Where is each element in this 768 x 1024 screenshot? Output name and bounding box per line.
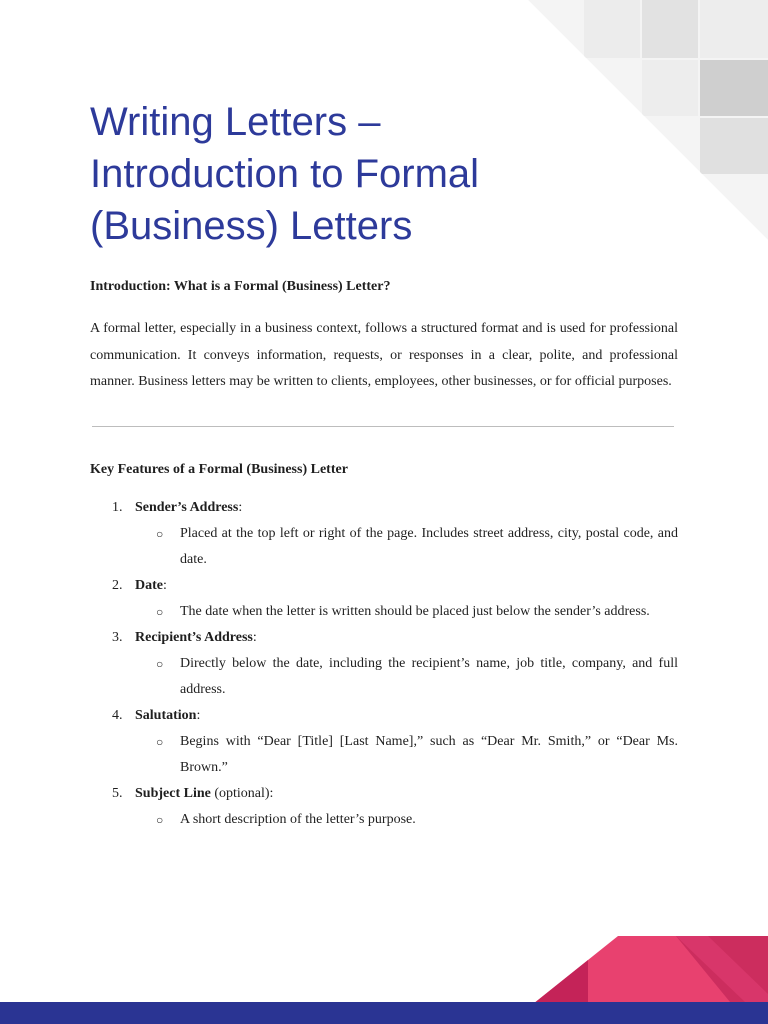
item-detail: Directly below the date, including the recipient’s name, job title, company, and full address. — [180, 655, 678, 697]
circle-bullet-icon: ○ — [156, 734, 164, 749]
document-body — [90, 96, 678, 833]
item-suffix: : — [163, 577, 167, 593]
item-label: Subject Line — [135, 785, 211, 801]
list-item — [90, 495, 678, 573]
item-number: 1. — [112, 499, 123, 515]
item-label: Date — [135, 577, 163, 593]
features-list — [90, 495, 678, 833]
item-number: 5. — [112, 785, 123, 801]
section-divider — [92, 426, 674, 427]
circle-bullet-icon: ○ — [156, 526, 164, 541]
sub-item — [156, 729, 678, 781]
circle-bullet-icon: ○ — [156, 604, 164, 619]
circle-bullet-icon: ○ — [156, 812, 164, 827]
sub-item — [156, 521, 678, 573]
list-item — [90, 625, 678, 703]
item-suffix: : — [196, 707, 201, 723]
item-label: Recipient’s Address — [135, 629, 253, 645]
item-number: 2. — [112, 577, 123, 593]
list-item — [90, 781, 678, 833]
intro-heading: Introduction: What is a Formal (Business) Letter? — [90, 279, 391, 294]
item-label: Sender’s Address — [135, 499, 239, 515]
features-heading: Key Features of a Formal (Business) Letter — [90, 461, 348, 477]
list-item — [90, 573, 678, 625]
item-number: 4. — [112, 707, 123, 723]
sub-item — [156, 599, 678, 625]
item-detail: Placed at the top left or right of the page. Includes street address, city, postal code, and date. — [180, 525, 678, 567]
sub-item — [156, 807, 678, 833]
circle-bullet-icon: ○ — [156, 656, 164, 671]
item-detail: A short description of the letter’s purpose. — [180, 811, 416, 827]
item-detail: Begins with “Dear [Title] [Last Name],” such as “Dear Mr. Smith,” or “Dear Ms. Brown.” — [180, 733, 678, 775]
item-label: Salutation — [135, 707, 197, 723]
intro-paragraph: A formal letter, especially in a business context, follows a structured format and is used for professional communication. It conveys information, requests, or responses in a clear, polite, and professional manner. Business letters may be written to clients, employees, other businesses, or for official purposes. — [90, 321, 678, 389]
footer-bar — [0, 1002, 768, 1024]
item-suffix: (optional): — [210, 785, 274, 801]
page-title: Writing Letters – Introduction to Formal (Business) Letters — [90, 100, 480, 248]
item-number: 3. — [112, 629, 123, 645]
item-detail: The date when the letter is written should be placed just below the sender’s address. — [180, 603, 650, 619]
item-suffix: : — [252, 629, 257, 645]
sub-item — [156, 651, 678, 703]
item-suffix: : — [238, 499, 243, 515]
list-item — [90, 703, 678, 781]
